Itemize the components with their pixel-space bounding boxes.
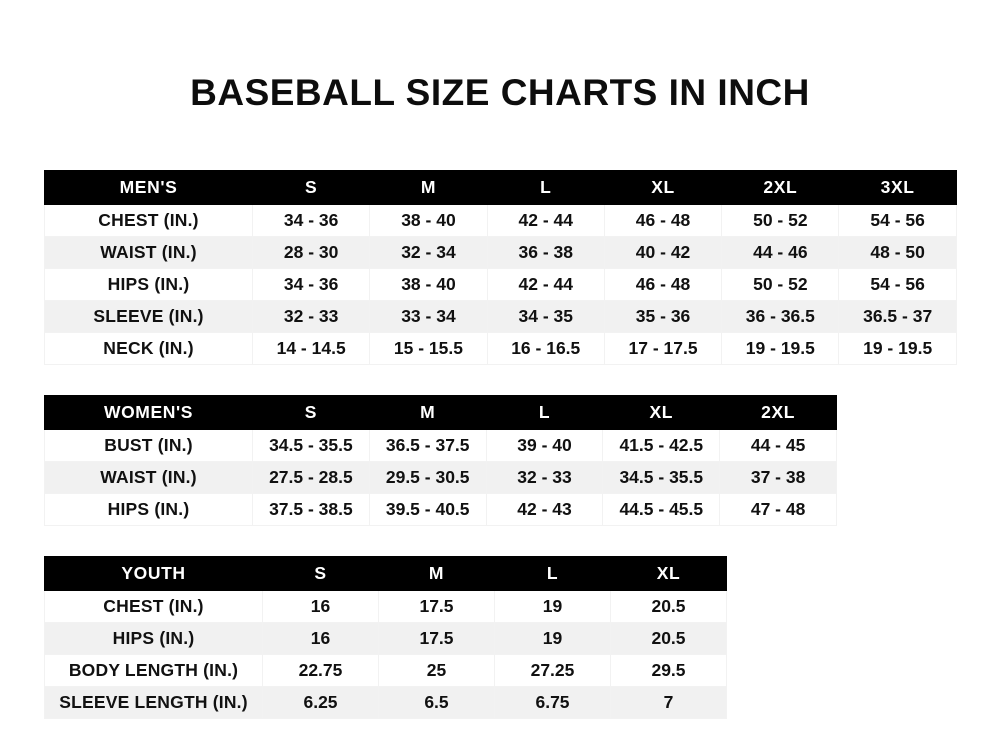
row-label: BUST (IN.) — [45, 430, 253, 462]
cell: 36 - 38 — [487, 237, 604, 269]
cell: 38 - 40 — [370, 269, 487, 301]
youth-header-xl: XL — [611, 557, 727, 591]
cell: 14 - 14.5 — [253, 333, 370, 365]
cell: 34 - 35 — [487, 301, 604, 333]
youth-header-m: M — [379, 557, 495, 591]
womens-header-m: M — [369, 396, 486, 430]
cell: 19 — [495, 591, 611, 623]
cell: 54 - 56 — [839, 205, 956, 237]
row-label: HIPS (IN.) — [45, 269, 253, 301]
table-row — [45, 269, 957, 301]
cell: 35 - 36 — [604, 301, 721, 333]
cell: 39.5 - 40.5 — [369, 494, 486, 526]
cell: 50 - 52 — [722, 205, 839, 237]
table-row — [45, 430, 837, 462]
row-label: WAIST (IN.) — [45, 237, 253, 269]
mens-header-l: L — [487, 171, 604, 205]
cell: 6.5 — [379, 687, 495, 719]
cell: 28 - 30 — [253, 237, 370, 269]
cell: 20.5 — [611, 623, 727, 655]
cell: 16 - 16.5 — [487, 333, 604, 365]
cell: 38 - 40 — [370, 205, 487, 237]
table-header-row — [45, 171, 957, 205]
row-label: NECK (IN.) — [45, 333, 253, 365]
tables-container — [0, 170, 1000, 719]
row-label: CHEST (IN.) — [45, 591, 263, 623]
cell: 16 — [263, 623, 379, 655]
cell: 6.75 — [495, 687, 611, 719]
cell: 34.5 - 35.5 — [253, 430, 370, 462]
page-title: BASEBALL SIZE CHARTS IN INCH — [190, 72, 810, 113]
table-row — [45, 237, 957, 269]
cell: 25 — [379, 655, 495, 687]
womens-table-header — [45, 396, 837, 430]
table-row — [45, 301, 957, 333]
table-spacer — [44, 365, 956, 395]
table-row — [45, 333, 957, 365]
cell: 44.5 - 45.5 — [603, 494, 720, 526]
mens-header-3xl: 3XL — [839, 171, 956, 205]
womens-header-xl: XL — [603, 396, 720, 430]
cell: 50 - 52 — [722, 269, 839, 301]
row-label: SLEEVE (IN.) — [45, 301, 253, 333]
youth-size-table — [44, 556, 727, 719]
cell: 54 - 56 — [839, 269, 956, 301]
cell: 40 - 42 — [604, 237, 721, 269]
table-row — [45, 591, 727, 623]
cell: 6.25 — [263, 687, 379, 719]
cell: 34.5 - 35.5 — [603, 462, 720, 494]
table-row — [45, 655, 727, 687]
cell: 15 - 15.5 — [370, 333, 487, 365]
cell: 17.5 — [379, 623, 495, 655]
womens-header-s: S — [253, 396, 370, 430]
cell: 39 - 40 — [486, 430, 603, 462]
cell: 19 - 19.5 — [839, 333, 956, 365]
cell: 46 - 48 — [604, 269, 721, 301]
womens-header-2xl: 2XL — [720, 396, 837, 430]
table-header-row — [45, 396, 837, 430]
cell: 29.5 — [611, 655, 727, 687]
table-row — [45, 494, 837, 526]
youth-header-l: L — [495, 557, 611, 591]
mens-header-label: MEN'S — [45, 171, 253, 205]
cell: 33 - 34 — [370, 301, 487, 333]
cell: 29.5 - 30.5 — [369, 462, 486, 494]
cell: 32 - 33 — [253, 301, 370, 333]
cell: 19 - 19.5 — [722, 333, 839, 365]
mens-table-body — [45, 205, 957, 365]
table-spacer — [44, 526, 956, 556]
cell: 34 - 36 — [253, 205, 370, 237]
mens-header-m: M — [370, 171, 487, 205]
table-row — [45, 462, 837, 494]
row-label: CHEST (IN.) — [45, 205, 253, 237]
cell: 7 — [611, 687, 727, 719]
cell: 37 - 38 — [720, 462, 837, 494]
row-label: HIPS (IN.) — [45, 494, 253, 526]
cell: 27.5 - 28.5 — [253, 462, 370, 494]
cell: 19 — [495, 623, 611, 655]
cell: 17 - 17.5 — [604, 333, 721, 365]
cell: 48 - 50 — [839, 237, 956, 269]
mens-header-xl: XL — [604, 171, 721, 205]
cell: 32 - 34 — [370, 237, 487, 269]
cell: 42 - 44 — [487, 205, 604, 237]
cell: 16 — [263, 591, 379, 623]
row-label: WAIST (IN.) — [45, 462, 253, 494]
cell: 27.25 — [495, 655, 611, 687]
cell: 36 - 36.5 — [722, 301, 839, 333]
youth-header-label: YOUTH — [45, 557, 263, 591]
cell: 37.5 - 38.5 — [253, 494, 370, 526]
cell: 42 - 44 — [487, 269, 604, 301]
cell: 46 - 48 — [604, 205, 721, 237]
row-label: SLEEVE LENGTH (IN.) — [45, 687, 263, 719]
womens-header-l: L — [486, 396, 603, 430]
cell: 17.5 — [379, 591, 495, 623]
cell: 47 - 48 — [720, 494, 837, 526]
mens-header-2xl: 2XL — [722, 171, 839, 205]
table-row — [45, 623, 727, 655]
cell: 42 - 43 — [486, 494, 603, 526]
cell: 20.5 — [611, 591, 727, 623]
cell: 44 - 46 — [722, 237, 839, 269]
row-label: HIPS (IN.) — [45, 623, 263, 655]
mens-header-s: S — [253, 171, 370, 205]
cell: 32 - 33 — [486, 462, 603, 494]
womens-table-body — [45, 430, 837, 526]
table-row — [45, 687, 727, 719]
cell: 41.5 - 42.5 — [603, 430, 720, 462]
mens-table-header — [45, 171, 957, 205]
cell: 36.5 - 37 — [839, 301, 956, 333]
womens-header-label: WOMEN'S — [45, 396, 253, 430]
cell: 36.5 - 37.5 — [369, 430, 486, 462]
row-label: BODY LENGTH (IN.) — [45, 655, 263, 687]
table-header-row — [45, 557, 727, 591]
mens-size-table — [44, 170, 957, 365]
youth-table-header — [45, 557, 727, 591]
youth-header-s: S — [263, 557, 379, 591]
youth-table-body — [45, 591, 727, 719]
table-row — [45, 205, 957, 237]
womens-size-table — [44, 395, 837, 526]
cell: 34 - 36 — [253, 269, 370, 301]
cell: 44 - 45 — [720, 430, 837, 462]
cell: 22.75 — [263, 655, 379, 687]
